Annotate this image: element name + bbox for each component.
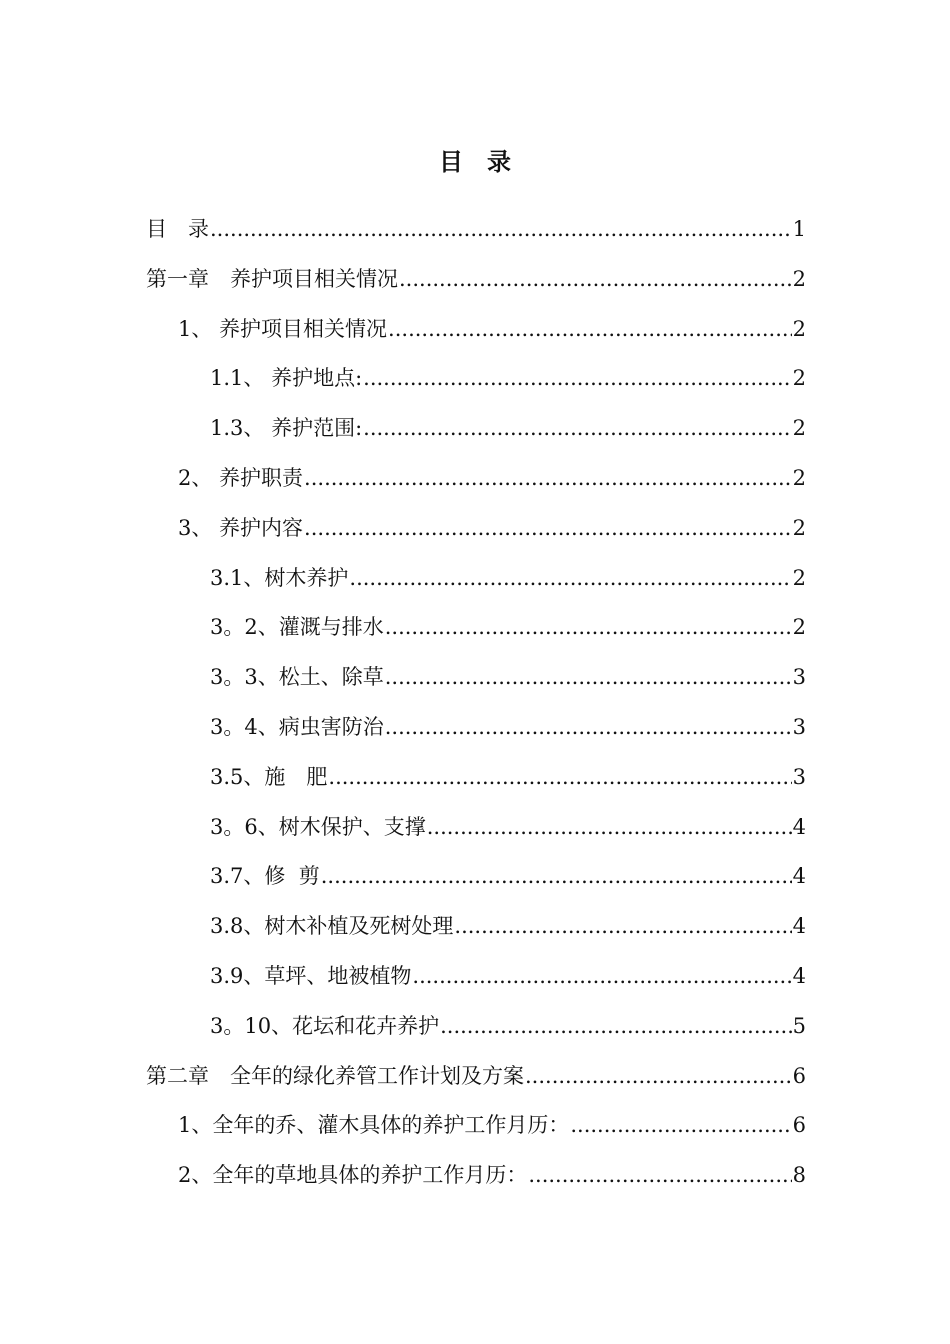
toc-dot-leader [328,760,791,794]
toc-entry-label: 第二章 全年的绿化养管工作计划及方案 [146,1063,524,1088]
toc-entry[interactable] [146,256,806,306]
toc-entry-label: 3.9、草坪、地被植物 [210,963,412,988]
toc-dot-leader [304,511,792,545]
toc-entry[interactable] [178,1102,806,1152]
toc-entry-label: 第一章 养护项目相关情况 [146,266,398,291]
toc-entry-page: 2 [792,565,806,590]
toc-dot-leader [399,262,792,296]
toc-entry-label: 目 录 [146,217,209,241]
toc-entry-label: 1、全年的乔、灌木具体的养护工作月历： [178,1113,570,1138]
toc-dot-leader [321,859,792,893]
table-of-contents [0,206,950,1202]
toc-dot-leader [385,660,792,694]
toc-entry-page: 4 [792,914,806,939]
toc-entry-page: 8 [792,1163,806,1188]
toc-entry[interactable] [210,704,806,754]
toc-dot-leader [363,411,791,445]
toc-dot-leader [304,461,792,495]
toc-dot-leader [440,1009,792,1043]
toc-entry-label: 3。3、松土、除草 [210,665,384,690]
toc-entry[interactable] [210,953,806,1003]
toc-entry[interactable] [210,555,806,605]
toc-entry-label: 3。4、病虫害防治 [210,714,384,739]
toc-entry[interactable] [210,853,806,903]
toc-entry-label: 2、 养护职责 [178,465,304,490]
toc-dot-leader [528,1158,791,1192]
toc-entry-page: 4 [792,864,806,889]
toc-entry-label: 3。10、花坛和花卉养护 [210,1013,440,1038]
toc-entry[interactable] [210,654,806,704]
toc-dot-leader [525,1059,792,1093]
toc-entry[interactable] [178,455,806,505]
toc-entry-label: 1、 养护项目相关情况 [178,316,388,341]
toc-entry-page: 6 [792,1063,806,1088]
toc-entry-page: 6 [792,1113,806,1138]
toc-entry-label: 3.7、修 剪 [210,864,320,889]
toc-entry-label: 3。2、灌溉与排水 [210,615,384,640]
toc-entry[interactable] [210,355,806,405]
toc-entry-page: 2 [792,515,806,540]
toc-dot-leader [385,610,792,644]
toc-entry-label: 1.3、 养护范围: [210,416,363,441]
toc-entry[interactable] [210,804,806,854]
toc-dot-leader [412,959,791,993]
toc-entry-label: 3.1、树木养护 [210,565,349,590]
toc-entry-label: 3。6、树木保护、支撑 [210,814,426,839]
toc-entry-page: 4 [792,814,806,839]
toc-entry-page: 3 [792,764,806,789]
toc-entry[interactable] [178,505,806,555]
toc-entry-label: 3.5、施 肥 [210,764,328,789]
toc-entry-page: 2 [792,266,806,291]
toc-entry-label: 3.8、树木补植及死树处理 [210,914,454,939]
toc-entry[interactable] [210,604,806,654]
toc-entry-page: 2 [792,416,806,441]
toc-entry[interactable] [146,206,806,256]
toc-dot-leader [385,710,792,744]
toc-dot-leader [570,1108,791,1142]
toc-entry-label: 2、全年的草地具体的养护工作月历： [178,1163,528,1188]
toc-entry-page: 5 [792,1013,806,1038]
toc-dot-leader [363,361,791,395]
toc-entry[interactable] [178,306,806,356]
toc-entry[interactable] [210,405,806,455]
toc-entry[interactable] [210,1003,806,1053]
toc-entry-label: 3、 养护内容 [178,515,304,540]
toc-entry[interactable] [146,1053,806,1103]
toc-title: 目 录 [439,147,511,176]
toc-entry-page: 2 [792,615,806,640]
toc-entry[interactable] [178,1152,806,1202]
toc-dot-leader [427,810,792,844]
toc-dot-leader [349,561,791,595]
toc-entry-page: 2 [792,465,806,490]
toc-entry-page: 3 [792,714,806,739]
toc-entry-page: 4 [792,963,806,988]
toc-entry-label: 1.1、 养护地点: [210,366,363,391]
toc-dot-leader [454,909,791,943]
toc-entry[interactable] [210,903,806,953]
toc-entry[interactable] [210,754,806,804]
toc-entry-page: 1 [792,217,806,241]
toc-dot-leader [210,212,792,246]
toc-entry-page: 3 [792,665,806,690]
toc-dot-leader [388,312,792,346]
toc-entry-page: 2 [792,316,806,341]
toc-entry-page: 2 [792,366,806,391]
